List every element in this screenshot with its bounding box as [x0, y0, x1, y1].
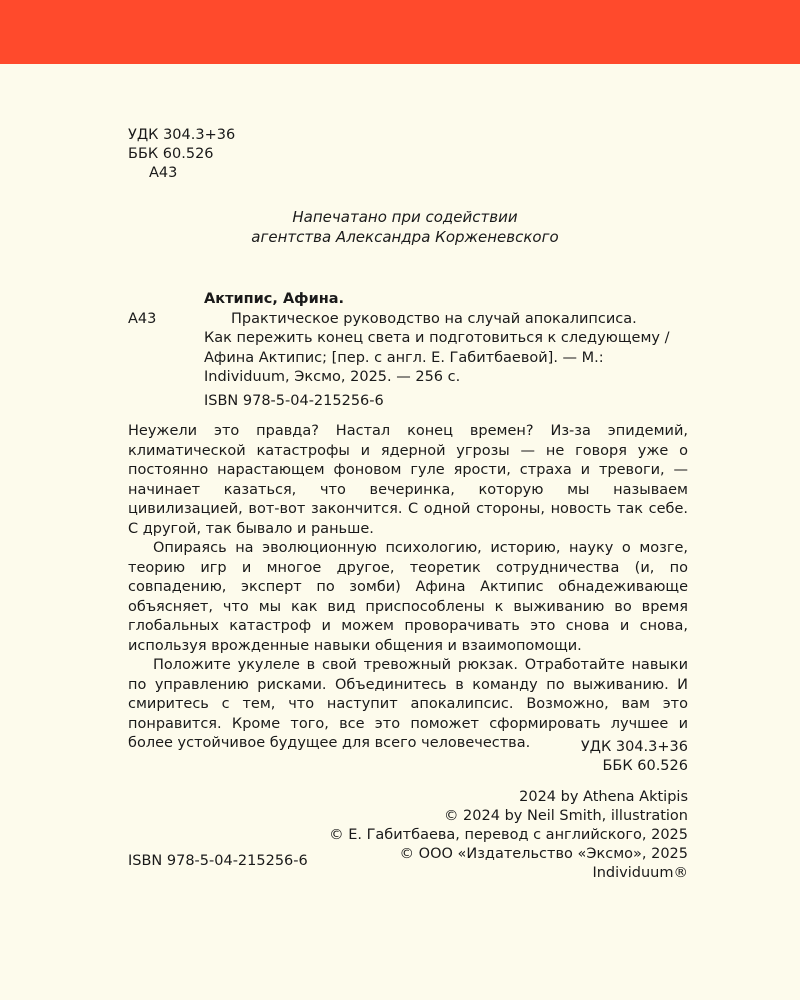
biblio-line: Как пережить конец света и подготовиться к следующему /	[204, 330, 670, 346]
footer-bbk-code: ББК 60.526	[602, 758, 688, 774]
biblio-line: Практическое руководство на случай апокалипсиса.	[231, 310, 637, 327]
footer-udk-code: УДК 304.3+36	[580, 739, 688, 755]
copyright-line: © ООО «Издательство «Эксмо», 2025	[399, 846, 688, 862]
footer-classification-codes	[581, 738, 688, 776]
bibliographic-side-mark: А43	[128, 311, 157, 327]
annotation-paragraph: Положите укулеле в свой тревожный рюкзак. Отработайте навыки по управлению рисками. Объединитесь в команду по выживанию. И смиритесь с тем, что наступит апокалипсис. Возможно, вам это понравится. Кроме того, все это поможет сформировать лучшее и более устойчивое будущее для всего человечества.	[128, 657, 688, 751]
copyright-line: © 2024 by Neil Smith, illustration	[443, 808, 688, 824]
isbn-bottom: ISBN 978-5-04-215256-6	[128, 853, 308, 869]
annotation-paragraph: Неужели это правда? Настал конец времен? Из-за эпидемий, климатической катастрофы и ядерной угрозы — не говоря уже о постоянно нарастающем фоновом гуле ярости, страха и тревоги, — начинает казаться, что вечеринка, которую мы называем цивилизацией, вот-вот закончится. С одной стороны, новость так себе. С другой, так бывало и раньше.	[128, 423, 688, 537]
biblio-line: Афина Актипис; [пер. с англ. Е. Габитбаевой]. — М.:	[204, 349, 604, 366]
author-mark: А43	[149, 165, 178, 181]
copyright-line: © Е. Габитбаева, перевод с английского, 2025	[329, 827, 688, 843]
bbk-code: ББК 60.526	[128, 146, 214, 162]
biblio-line: Individuum, Эксмо, 2025. — 256 с.	[204, 369, 461, 385]
udk-code: УДК 304.3+36	[128, 127, 236, 143]
agency-credit	[0, 207, 800, 247]
annotation-paragraph: Опираясь на эволюционную психологию, историю, науку о мозге, теорию игр и многое другое, теоретик сотрудничества (и, по совпадению, эксперт по зомби) Афина Актипис обнадеживающе объясняет, что мы как вид приспособлены к выживанию во время глобальных катастроф и можем проворачивать это снова и снова, используя врожденные навыки общения и взаимопомощи.	[128, 540, 688, 654]
credit-line-2: агентства Александра Корженевского	[251, 228, 559, 246]
isbn-record: ISBN 978-5-04-215256-6	[204, 393, 384, 409]
classification-codes	[128, 126, 235, 183]
annotation	[128, 422, 688, 754]
copyright-line: Individuum®	[592, 865, 688, 881]
bibliographic-record	[204, 290, 669, 388]
copyright-line: 2024 by Athena Aktipis	[519, 789, 688, 805]
copyright-block	[329, 788, 688, 883]
author-heading: Актипис, Афина.	[204, 291, 345, 307]
credit-line-1: Напечатано при содействии	[292, 208, 518, 226]
